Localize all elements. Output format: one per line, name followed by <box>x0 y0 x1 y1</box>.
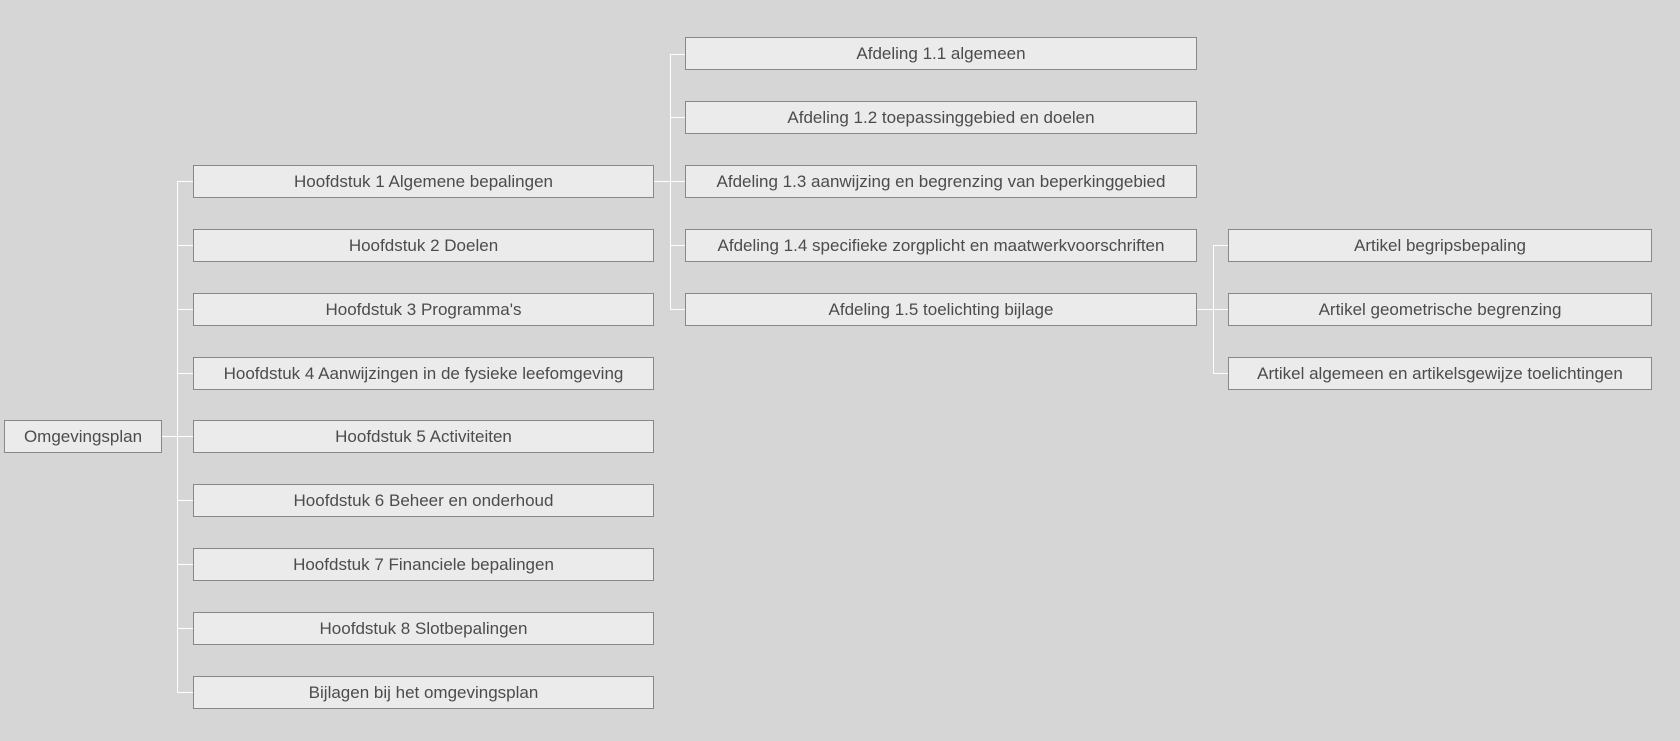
node-artikel-toelichtingen[interactable]: Artikel algemeen en artikelsgewijze toelichtingen <box>1228 357 1652 390</box>
node-bijlagen[interactable]: Bijlagen bij het omgevingsplan <box>193 676 654 709</box>
node-afdeling-1-3[interactable]: Afdeling 1.3 aanwijzing en begrenzing van beperkinggebied <box>685 165 1197 198</box>
node-hoofdstuk-8[interactable]: Hoofdstuk 8 Slotbepalingen <box>193 612 654 645</box>
node-artikel-begripsbepaling[interactable]: Artikel begripsbepaling <box>1228 229 1652 262</box>
node-omgevingsplan[interactable]: Omgevingsplan <box>4 420 162 453</box>
node-artikel-geometrische-begrenzing[interactable]: Artikel geometrische begrenzing <box>1228 293 1652 326</box>
node-hoofdstuk-2[interactable]: Hoofdstuk 2 Doelen <box>193 229 654 262</box>
node-hoofdstuk-3[interactable]: Hoofdstuk 3 Programma's <box>193 293 654 326</box>
node-afdeling-1-1[interactable]: Afdeling 1.1 algemeen <box>685 37 1197 70</box>
node-afdeling-1-4[interactable]: Afdeling 1.4 specifieke zorgplicht en maatwerkvoorschriften <box>685 229 1197 262</box>
node-afdeling-1-5[interactable]: Afdeling 1.5 toelichting bijlage <box>685 293 1197 326</box>
node-hoofdstuk-4[interactable]: Hoofdstuk 4 Aanwijzingen in de fysieke leefomgeving <box>193 357 654 390</box>
node-hoofdstuk-5[interactable]: Hoofdstuk 5 Activiteiten <box>193 420 654 453</box>
node-hoofdstuk-1[interactable]: Hoofdstuk 1 Algemene bepalingen <box>193 165 654 198</box>
node-hoofdstuk-7[interactable]: Hoofdstuk 7 Financiele bepalingen <box>193 548 654 581</box>
node-afdeling-1-2[interactable]: Afdeling 1.2 toepassinggebied en doelen <box>685 101 1197 134</box>
node-hoofdstuk-6[interactable]: Hoofdstuk 6 Beheer en onderhoud <box>193 484 654 517</box>
